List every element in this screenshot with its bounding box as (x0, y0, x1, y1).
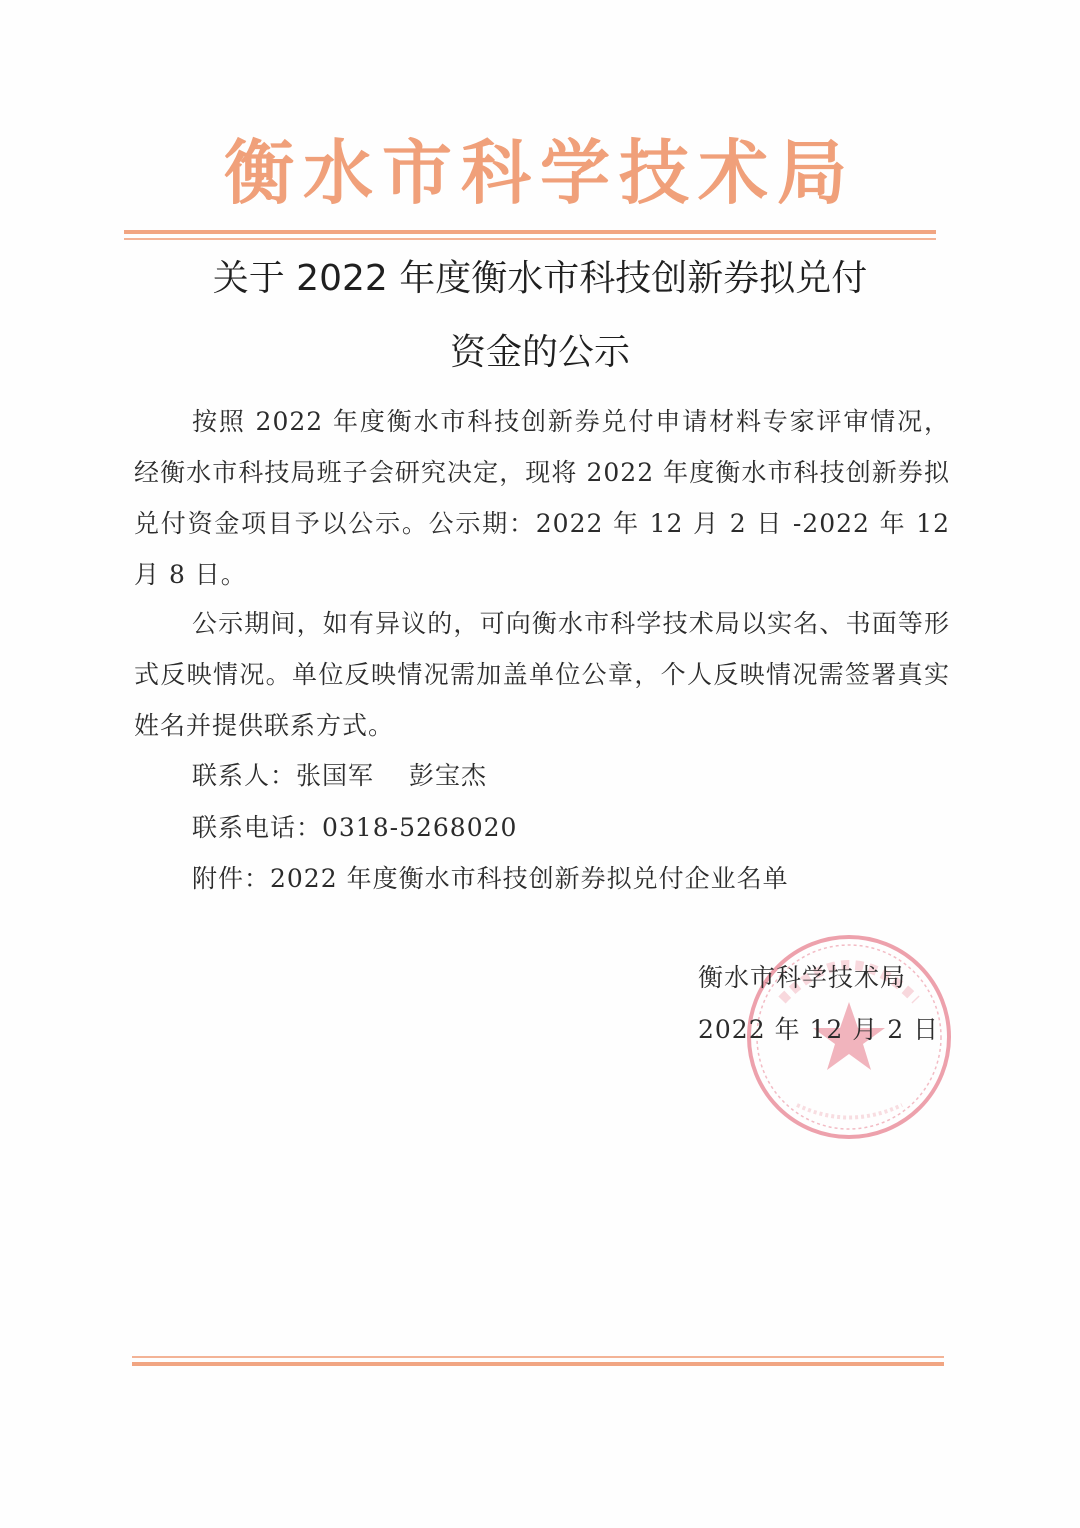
body-paragraph-1: 按照 2022 年度衡水市科技创新券兑付申请材料专家评审情况，经衡水市科技局班子会研究决定，现将 2022 年度衡水市科技创新券拟兑付资金项目予以公示。公示期：2022 年 12 月 2 日 -2022 年 12 月 8 日。 (134, 407, 950, 589)
letterhead-divider-thick (124, 230, 936, 234)
contact-phone: 联系电话：0318-5268020 (192, 813, 518, 842)
footer-divider-thin (132, 1356, 944, 1358)
letterhead-org-name: 衡水市科学技术局 (224, 132, 856, 214)
attachment-line: 附件：2022 年度衡水市科技创新券拟兑付企业名单 (192, 864, 789, 893)
body-paragraph-2: 公示期间，如有异议的，可向衡水市科学技术局以实名、书面等形式反映情况。单位反映情况需加盖单位公章，个人反映情况需签署真实姓名并提供联系方式。 (134, 609, 950, 740)
letterhead-divider-thin (124, 238, 936, 240)
document-title-line-1: 关于 2022 年度衡水市科技创新券拟兑付 (212, 258, 868, 299)
signature-date: 2022 年 12 月 2 日 (698, 1015, 940, 1044)
contact-person: 联系人：张国军 彭宝杰 (192, 761, 487, 790)
signature-org: 衡水市科学技术局 (698, 963, 907, 992)
document-title-line-2: 资金的公示 (449, 332, 630, 373)
seal-bottom-arc (797, 1105, 902, 1118)
footer-divider-thick (132, 1362, 944, 1366)
